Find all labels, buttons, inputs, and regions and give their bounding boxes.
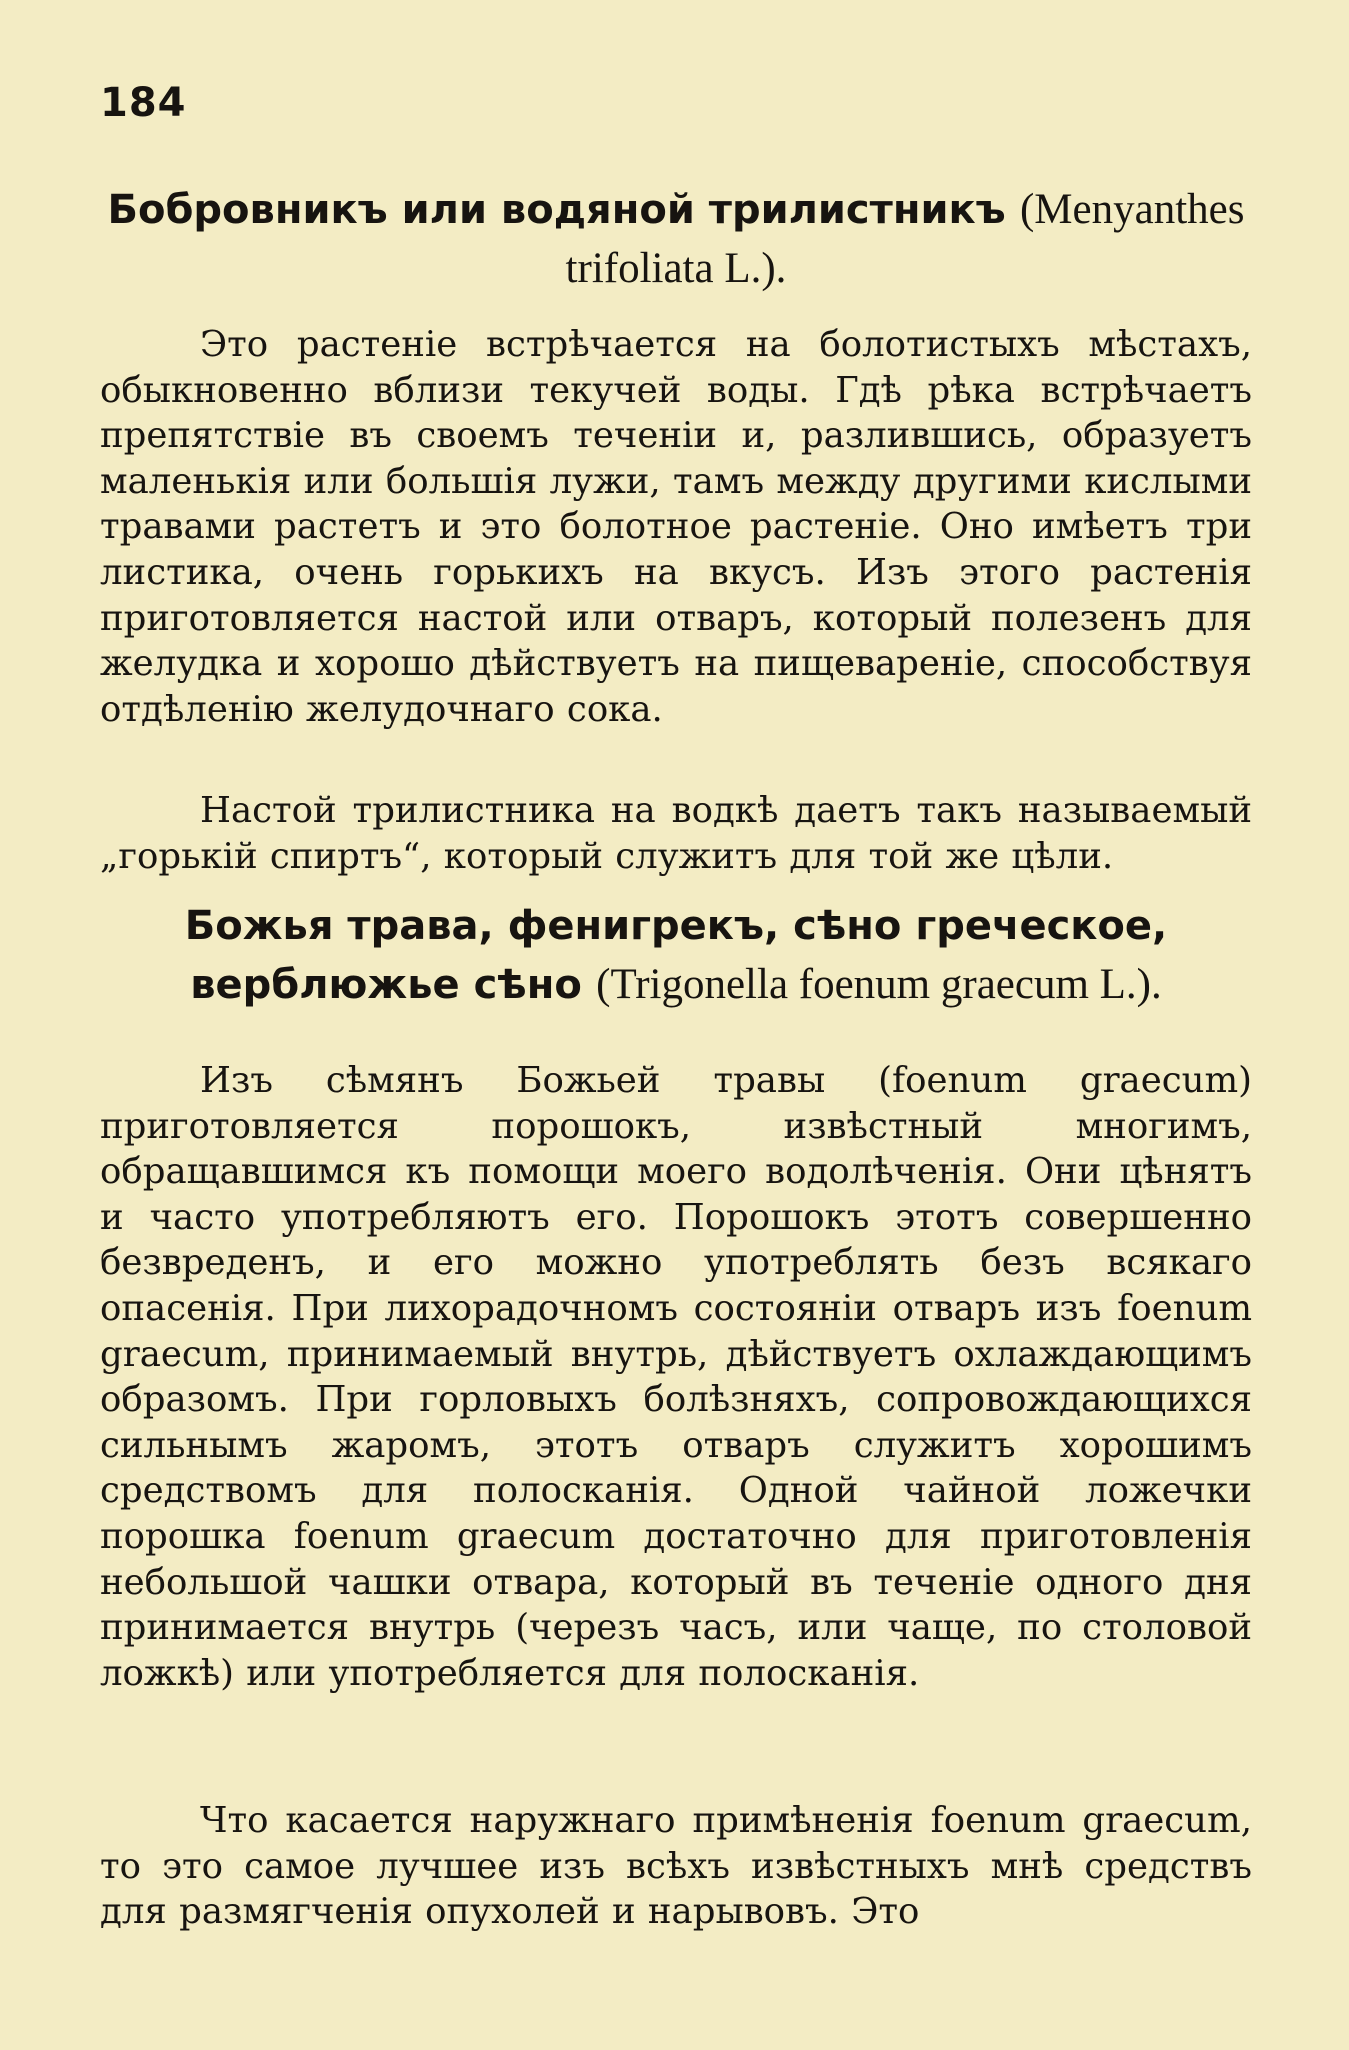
page-number: 184 — [100, 80, 187, 126]
section-heading-latin-name: (Menyanthes trifoliata L.). — [565, 186, 1245, 292]
body-paragraph: Изъ сѣмянъ Божьей травы (foenum graecum) приготовляется порошокъ, извѣстный многимъ, обращавшимся къ помощи моего водолѣченія. Они цѣнятъ и часто употребляютъ его. Порошокъ этотъ совершенно безвреденъ, и его можно употреблять безъ всякаго опасенія. При лихорадочномъ состояніи отваръ изъ foenum graecum, принимаемый внутрь, дѣйствуетъ охлаждающимъ образомъ. При горловыхъ болѣзняхъ, сопровождающихся сильнымъ жаромъ, этотъ отваръ служитъ хорошимъ средствомъ для полосканія. Одной чайной ложечки порошка foenum graecum достаточно для приготовленія небольшой чашки отвара, который въ теченіе одного дня принимается внутрь (черезъ часъ, или чаще, по столовой ложкѣ) или употребляется для полосканія. — [100, 1060, 1252, 1694]
body-paragraph: Это растеніе встрѣчается на болотистыхъ мѣстахъ, обыкновенно вблизи текучей воды. Гдѣ рѣка встрѣчаетъ препятствіе въ своемъ теченіи и, разлившись, образуетъ маленькія или большія лужи, тамъ между другими кислыми травами растетъ и это болотное растеніе. Оно имѣетъ три листика, очень горькихъ на вкусъ. Изъ этого растенія приготовляется настой или отваръ, который полезенъ для желудка и хорошо дѣйствуетъ на пищевареніе, способствуя отдѣленію желудочнаго сока. — [100, 324, 1252, 730]
section-heading-menyanthes — [100, 180, 1252, 298]
body-paragraph: Настой трилистника на водкѣ даетъ такъ называемый „горькій спиртъ“, который служитъ для той же цѣли. — [100, 790, 1252, 877]
section-heading-latin-name: (Trigonella foenum graecum L.). — [596, 961, 1162, 1008]
section-heading-trigonella — [100, 896, 1252, 1014]
body-paragraph: Что касается наружнаго примѣненія foenum graecum, то это самое лучшее изъ всѣхъ извѣстныхъ мнѣ средствъ для размягченія опухолей и нарывовъ. Это — [100, 1800, 1252, 1933]
section-heading-title: Бобровникъ или водяной трилистникъ — [107, 187, 1006, 233]
section-heading-title: Божья трава, фенигрекъ, сѣно греческое, верблюжье сѣно — [184, 903, 1168, 1008]
